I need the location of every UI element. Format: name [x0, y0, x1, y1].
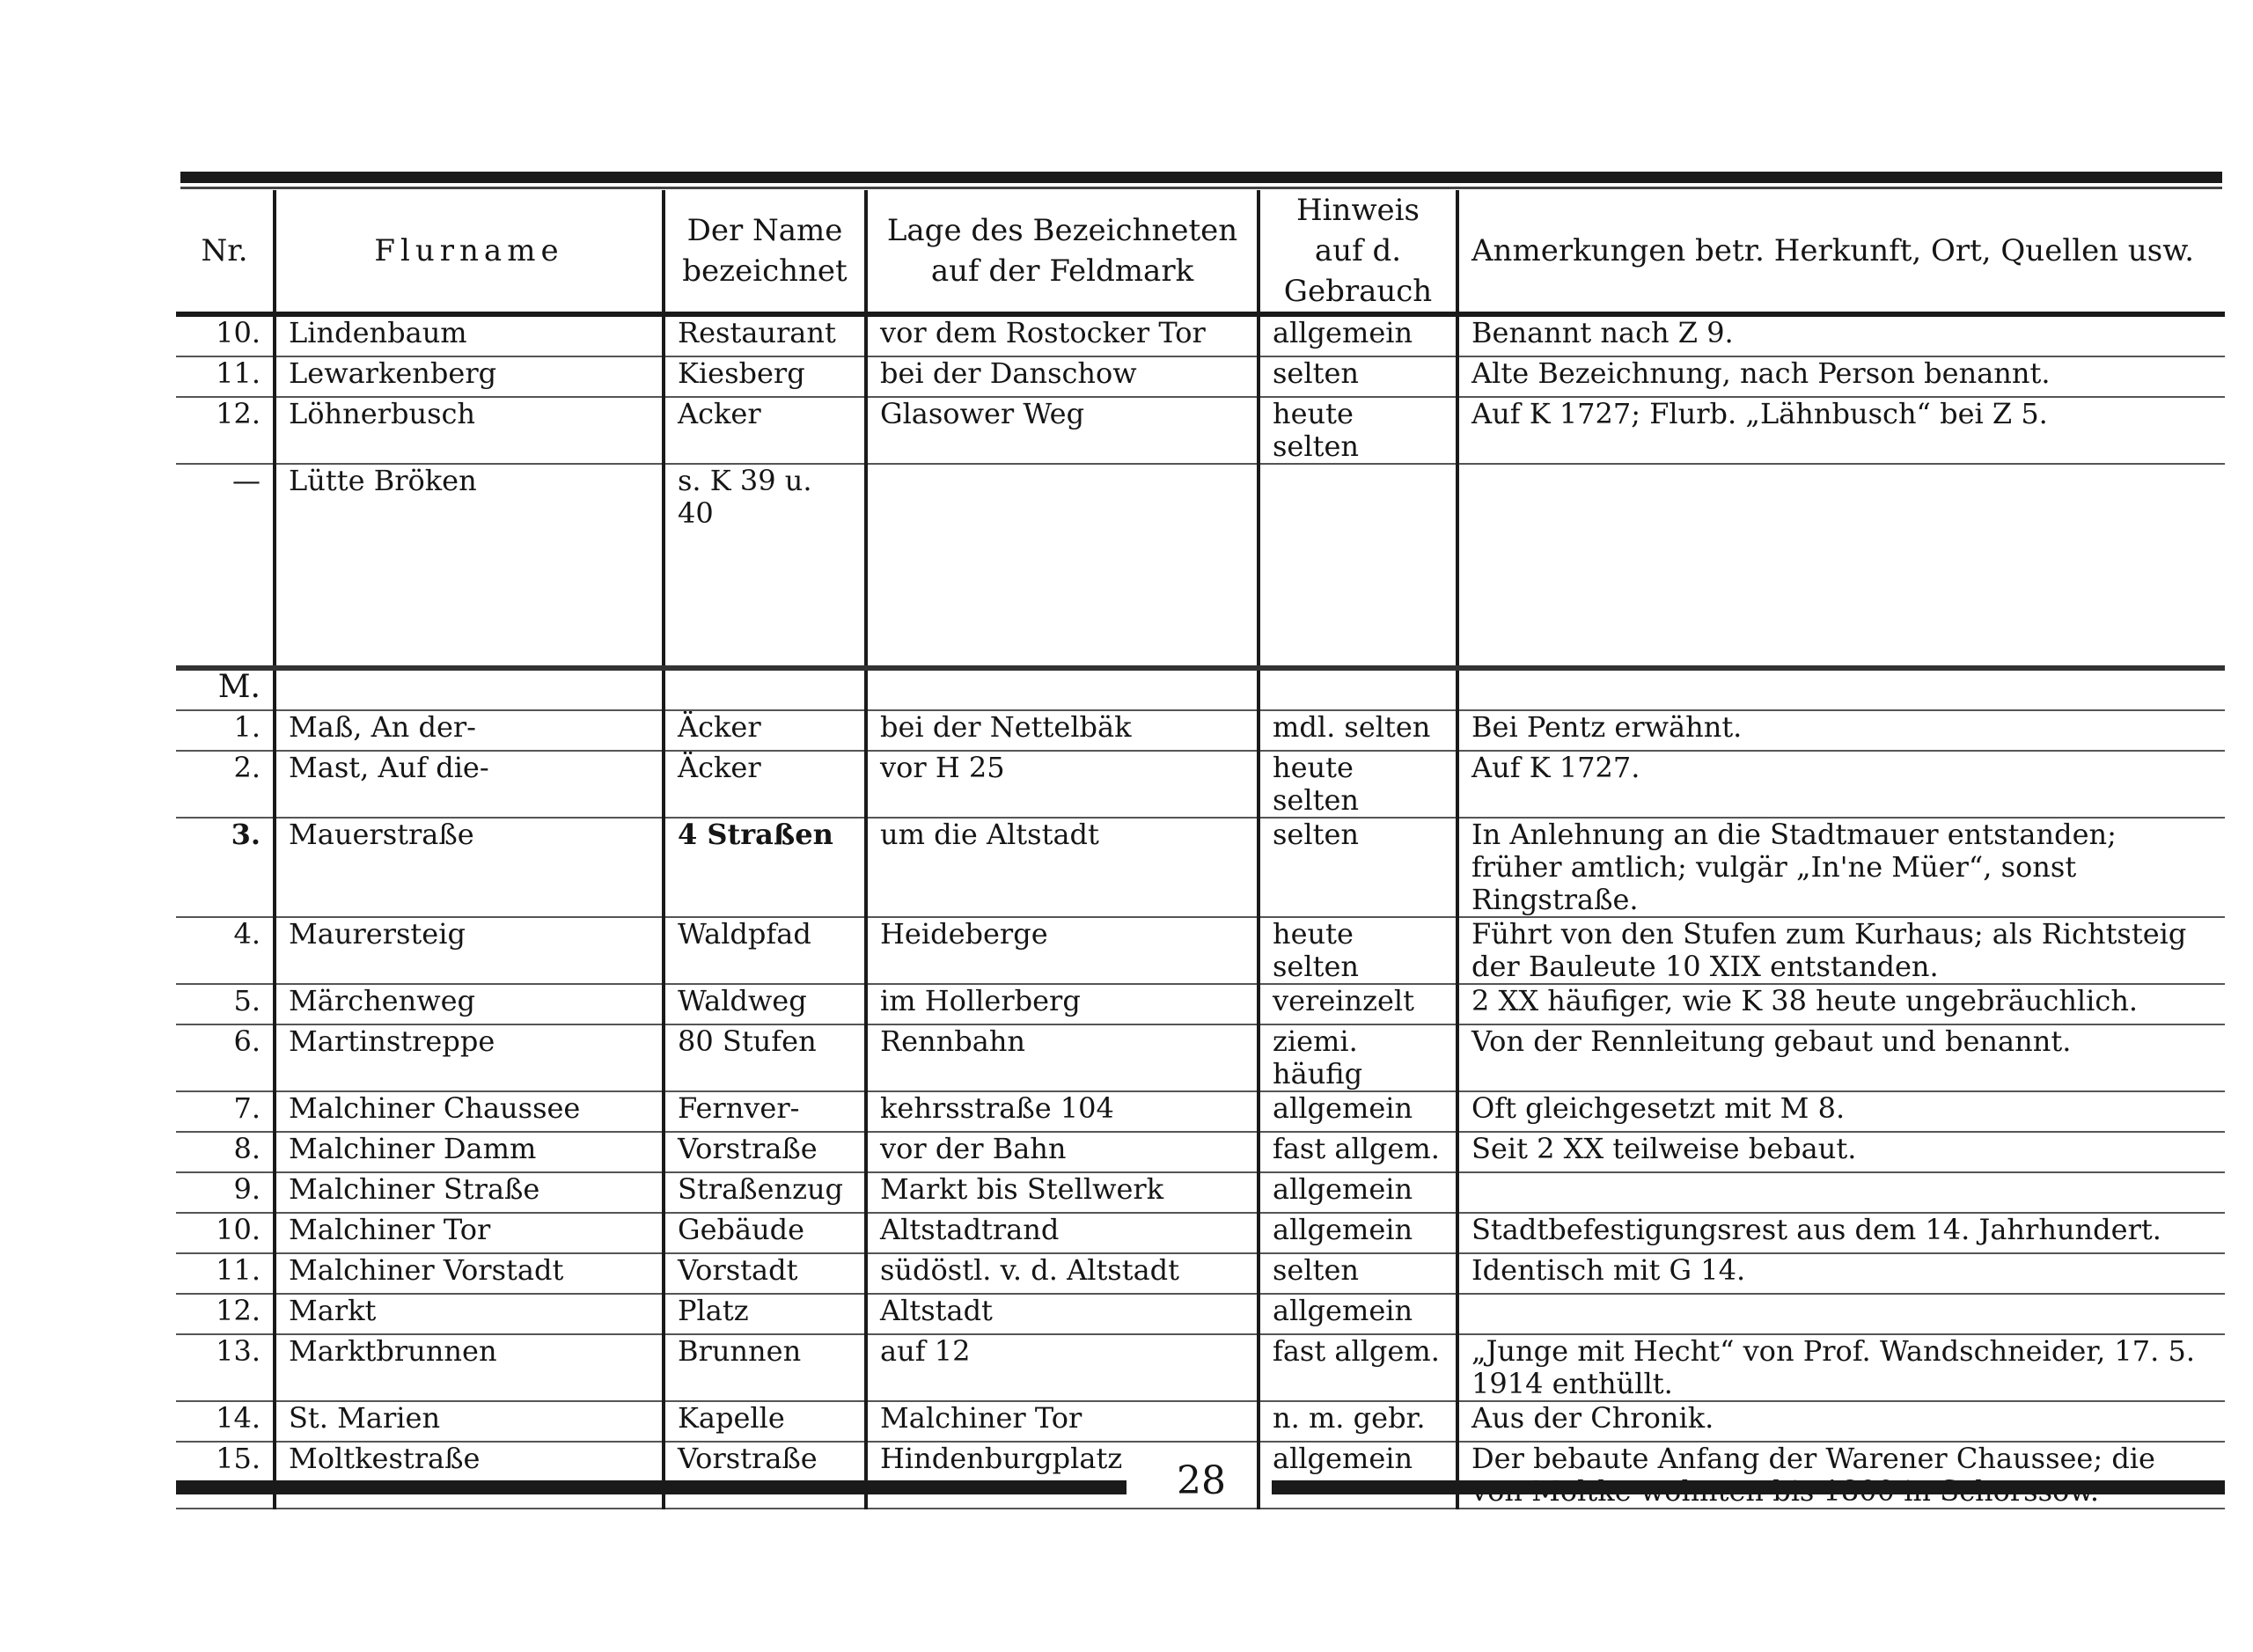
cell-flurname: Malchiner Straße [275, 1172, 664, 1213]
section-row [176, 668, 2225, 710]
cell-hinweis [1259, 464, 1457, 668]
cell-anmerkung: Auf K 1727. [1457, 751, 2225, 818]
cell-nr: 8. [176, 1132, 275, 1172]
cell-hinweis: heute selten [1259, 917, 1457, 984]
cell-hinweis: allgemein [1259, 314, 1457, 356]
cell-nr: 10. [176, 314, 275, 356]
top-rule [180, 172, 2222, 183]
cell-nr: 15. [176, 1442, 275, 1509]
cell-anmerkung: Der bebaute Anfang der Warener Chaussee; die [1457, 1442, 2225, 1509]
cell-anmerkung: In Anlehnung an die Stadtmauer entstanden; früher amtlich; vulgär „In'ne Müer“, sonst Ringstraße. [1457, 818, 2225, 917]
cell-bezeichnet: Acker [664, 397, 866, 464]
cell-hinweis: allgemein [1259, 1294, 1457, 1334]
cell-bezeichnet: Kapelle [664, 1401, 866, 1442]
cell-lage: Heideberge [866, 917, 1259, 984]
cell-lage: Altstadt [866, 1294, 1259, 1334]
table-body [176, 314, 2225, 1509]
cell-lage: Altstadtrand [866, 1213, 1259, 1253]
cell-lage: Rennbahn [866, 1024, 1259, 1091]
cell-lage [866, 464, 1259, 668]
header-nr: Nr. [176, 190, 275, 314]
cell-hinweis: selten [1259, 1253, 1457, 1294]
cell-bezeichnet: 4 Straßen [664, 818, 866, 917]
cell-bezeichnet: Brunnen [664, 1334, 866, 1401]
table-row [176, 1024, 2225, 1091]
cell-nr: 11. [176, 1253, 275, 1294]
cell-anmerkung: „Junge mit Hecht“ von Prof. Wandschneider, 17. 5. 1914 enthüllt. [1457, 1334, 2225, 1401]
cell-bezeichnet: Fernver- [664, 1091, 866, 1132]
cell-hinweis: heute selten [1259, 751, 1457, 818]
cell-lage: Markt bis Stellwerk [866, 1172, 1259, 1213]
cell-bezeichnet: Waldweg [664, 984, 866, 1024]
header-flurname: Flurname [275, 190, 664, 314]
cell-flurname: Mast, Auf die- [275, 751, 664, 818]
cell-hinweis: allgemein [1259, 1091, 1457, 1132]
table-row [176, 710, 2225, 751]
cell-lage: südöstl. v. d. Altstadt [866, 1253, 1259, 1294]
header-lage: Lage des Bezeichneten auf der Feldmark [866, 190, 1259, 314]
cell-hinweis: allgemein [1259, 1442, 1457, 1509]
cell-nr: 10. [176, 1213, 275, 1253]
cell-lage: im Hollerberg [866, 984, 1259, 1024]
cell-hinweis: mdl. selten [1259, 710, 1457, 751]
bottom-rule-left [176, 1480, 1126, 1494]
cell-nr: 12. [176, 1294, 275, 1334]
flurname-table [176, 190, 2225, 1509]
cell-anmerkung: Von der Rennleitung gebaut und benannt. [1457, 1024, 2225, 1091]
cell-anmerkung [1457, 464, 2225, 668]
cell-hinweis: vereinzelt [1259, 984, 1457, 1024]
cell-nr: 5. [176, 984, 275, 1024]
cell-flurname: Malchiner Chaussee [275, 1091, 664, 1132]
cell-lage: um die Altstadt [866, 818, 1259, 917]
header-name-bezeichnet: Der Name bezeichnet [664, 190, 866, 314]
cell-nr: 12. [176, 397, 275, 464]
table-row [176, 356, 2225, 397]
cell-hinweis: selten [1259, 818, 1457, 917]
cell-anmerkung: Aus der Chronik. [1457, 1401, 2225, 1442]
cell-flurname: Markt [275, 1294, 664, 1334]
cell-hinweis: fast allgem. [1259, 1334, 1457, 1401]
cell-lage: kehrsstraße 104 [866, 1091, 1259, 1132]
table-row [176, 1091, 2225, 1132]
table-row [176, 1401, 2225, 1442]
cell-bezeichnet: Äcker [664, 710, 866, 751]
table-row [176, 1253, 2225, 1294]
cell-flurname: St. Marien [275, 1401, 664, 1442]
cell-anmerkung: Alte Bezeichnung, nach Person benannt. [1457, 356, 2225, 397]
cell-flurname: Maß, An der- [275, 710, 664, 751]
table-row [176, 1132, 2225, 1172]
cell-bezeichnet: Platz [664, 1294, 866, 1334]
cell-nr: 9. [176, 1172, 275, 1213]
cell-lage: vor der Bahn [866, 1132, 1259, 1172]
table-row [176, 464, 2225, 668]
cell-bezeichnet: Waldpfad [664, 917, 866, 984]
table-header [176, 190, 2225, 314]
table-row [176, 818, 2225, 917]
page-number: 28 [1177, 1458, 1226, 1503]
cell-nr: 3. [176, 818, 275, 917]
cell-flurname: Lütte Bröken [275, 464, 664, 668]
cell-flurname: Märchenweg [275, 984, 664, 1024]
table-row [176, 1213, 2225, 1253]
table-row [176, 314, 2225, 356]
header-hinweis: Hinweis auf d. Gebrauch [1259, 190, 1457, 314]
cell-lage: bei der Danschow [866, 356, 1259, 397]
cell-flurname: Malchiner Damm [275, 1132, 664, 1172]
cell-lage: Glasower Weg [866, 397, 1259, 464]
cell-bezeichnet: s. K 39 u. 40 [664, 464, 866, 668]
cell-bezeichnet: Kiesberg [664, 356, 866, 397]
cell-nr: — [176, 464, 275, 668]
cell-anmerkung: Oft gleichgesetzt mit M 8. [1457, 1091, 2225, 1132]
cell-flurname: Löhnerbusch [275, 397, 664, 464]
cell-anmerkung: Führt von den Stufen zum Kurhaus; als Richtsteig der Bauleute 10 XIX entstanden. [1457, 917, 2225, 984]
cell-bezeichnet: 80 Stufen [664, 1024, 866, 1091]
cell-anmerkung: Benannt nach Z 9. [1457, 314, 2225, 356]
cell-bezeichnet: Gebäude [664, 1213, 866, 1253]
cell-bezeichnet: Vorstraße [664, 1132, 866, 1172]
cell-bezeichnet: Vorstadt [664, 1253, 866, 1294]
cell-nr: 14. [176, 1401, 275, 1442]
cell-flurname: Malchiner Vorstadt [275, 1253, 664, 1294]
cell-nr: 4. [176, 917, 275, 984]
table-row [176, 751, 2225, 818]
cell-anmerkung [1457, 1172, 2225, 1213]
cell-flurname: Martinstreppe [275, 1024, 664, 1091]
cell-anmerkung: Bei Pentz erwähnt. [1457, 710, 2225, 751]
cell-bezeichnet: Äcker [664, 751, 866, 818]
cell-hinweis: selten [1259, 356, 1457, 397]
bottom-rule-right [1272, 1480, 2225, 1494]
cell-nr: 6. [176, 1024, 275, 1091]
cell-lage: Malchiner Tor [866, 1401, 1259, 1442]
table-row [176, 984, 2225, 1024]
cell-bezeichnet: Straßenzug [664, 1172, 866, 1213]
cell-flurname: Marktbrunnen [275, 1334, 664, 1401]
cell-bezeichnet: Vorstraße [664, 1442, 866, 1509]
cell-anmerkung: Auf K 1727; Flurb. „Lähnbusch“ bei Z 5. [1457, 397, 2225, 464]
cell-hinweis: fast allgem. [1259, 1132, 1457, 1172]
cell-flurname: Maurersteig [275, 917, 664, 984]
cell-flurname: Lindenbaum [275, 314, 664, 356]
cell-flurname: Lewarkenberg [275, 356, 664, 397]
cell-anmerkung: Identisch mit G 14. [1457, 1253, 2225, 1294]
cell-nr: 11. [176, 356, 275, 397]
table-row [176, 917, 2225, 984]
cell-nr: 2. [176, 751, 275, 818]
cell-lage: vor H 25 [866, 751, 1259, 818]
table-row [176, 1172, 2225, 1213]
cell-flurname: Malchiner Tor [275, 1213, 664, 1253]
cell-lage: auf 12 [866, 1334, 1259, 1401]
cell-lage: bei der Nettelbäk [866, 710, 1259, 751]
cell-nr: 13. [176, 1334, 275, 1401]
table-row [176, 1294, 2225, 1334]
cell-hinweis: n. m. gebr. [1259, 1401, 1457, 1442]
cell-nr: 7. [176, 1091, 275, 1132]
cell-flurname: Mauerstraße [275, 818, 664, 917]
cell-nr: 1. [176, 710, 275, 751]
cell-anmerkung: Seit 2 XX teilweise bebaut. [1457, 1132, 2225, 1172]
header-anmerkungen: Anmerkungen betr. Herkunft, Ort, Quellen usw. [1457, 190, 2225, 314]
cell-hinweis: heute selten [1259, 397, 1457, 464]
cell-anmerkung: 2 XX häufiger, wie K 38 heute ungebräuchlich. [1457, 984, 2225, 1024]
cell-anmerkung [1457, 1294, 2225, 1334]
cell-anmerkung: Stadtbefestigungsrest aus dem 14. Jahrhundert. [1457, 1213, 2225, 1253]
top-rule-thin [180, 187, 2222, 189]
cell-flurname: Moltkestraße [275, 1442, 664, 1509]
cell-lage: vor dem Rostocker Tor [866, 314, 1259, 356]
cell-bezeichnet: Restaurant [664, 314, 866, 356]
cell-hinweis: ziemi. häufig [1259, 1024, 1457, 1091]
cell-lage: Hindenburgplatz [866, 1442, 1259, 1509]
cell-hinweis: allgemein [1259, 1213, 1457, 1253]
table-row [176, 1334, 2225, 1401]
table-row [176, 397, 2225, 464]
cell-hinweis: allgemein [1259, 1172, 1457, 1213]
section-label: M. [176, 668, 275, 710]
